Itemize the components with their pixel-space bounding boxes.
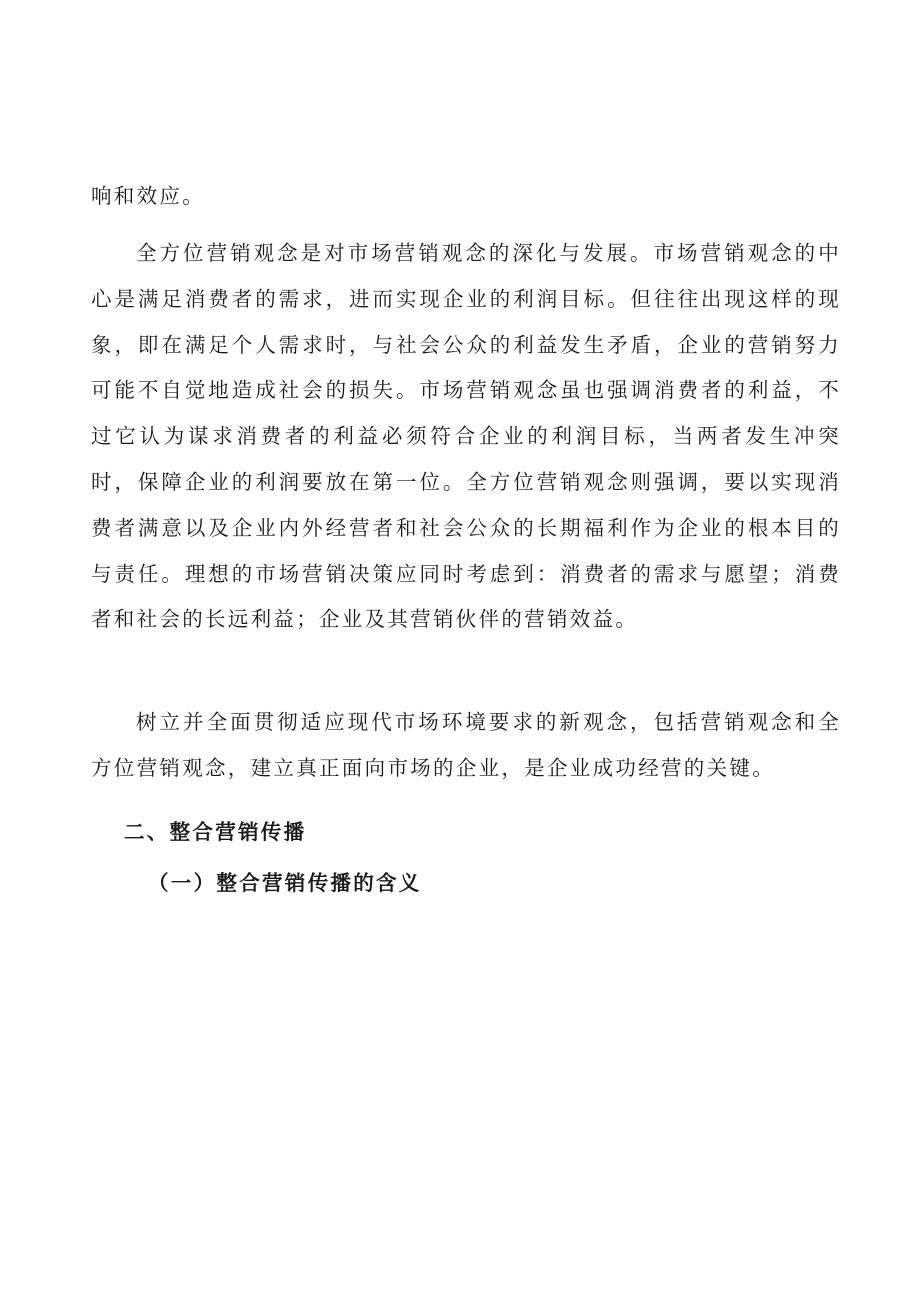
continuation-text: 响和效应。	[91, 184, 205, 208]
section-heading: 二、整合营销传播	[124, 820, 307, 844]
paragraph-omnidirectional-marketing: 全方位营销观念是对市场营销观念的深化与发展。市场营销观念的中心是满足消费者的需求，进而实现企业的利润目标。但往往出现这样的现象，即在满足个人需求时，与社会公众的利益发生矛盾，企业的营销努力可能不自觉地造成社会的损失。市场营销观念虽也强调消费者的利益，不过它认为谋求消费者的利益必须符合企业的利润目标，当两者发生冲突时，保障企业的利润要放在第一位。全方位营销观念则强调，要以实现消费者满意以及企业内外经营者和社会公众的长期福利作为企业的根本目的与责任。理想的市场营销决策应同时考虑到：消费者的需求与愿望；消费者和社会的长远利益；企业及其营销伙伴的营销效益。	[91, 241, 841, 632]
subsection-heading: （一）整合营销传播的含义	[148, 871, 422, 895]
paragraph-new-concepts: 树立并全面贯彻适应现代市场环境要求的新观念，包括营销观念和全方位营销观念，建立真正面向市场的企业，是企业成功经营的关键。	[91, 710, 841, 780]
